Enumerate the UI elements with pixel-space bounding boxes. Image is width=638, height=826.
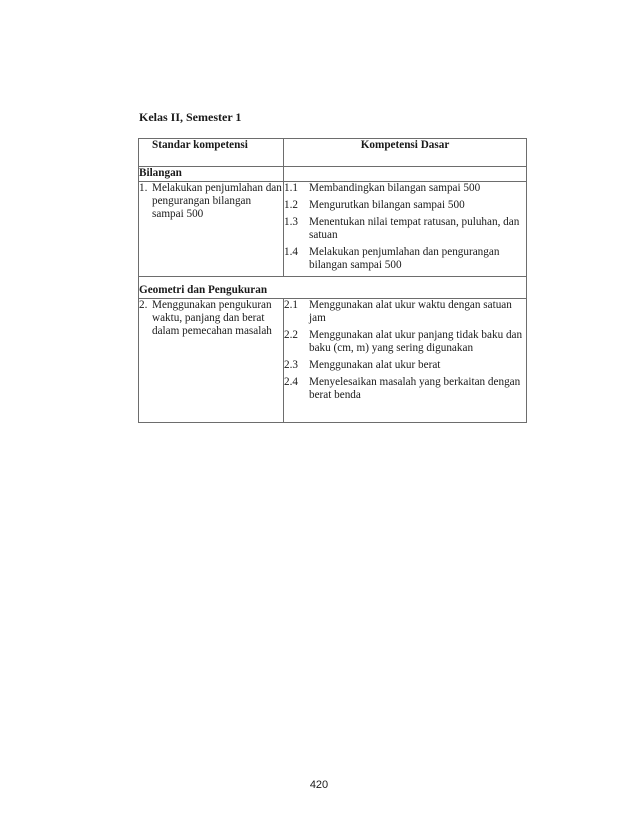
kd-number: 1.2 [284, 199, 298, 211]
section-title-geometri: Geometri dan Pengukuran [139, 277, 284, 299]
kd-text: Menggunakan alat ukur berat [309, 359, 441, 371]
competency-table [138, 138, 527, 423]
kd-item [284, 329, 526, 355]
kd-number: 2.2 [284, 329, 298, 341]
sk-text: Menggunakan pengukuran waktu, panjang dan berat dalam pemecahan masalah [152, 299, 272, 337]
kd-number: 1.4 [284, 246, 298, 258]
standar-kompetensi-cell [139, 299, 284, 423]
kd-number: 1.1 [284, 182, 298, 194]
kd-item [284, 246, 526, 272]
page-number: 420 [309, 779, 329, 791]
kd-text: Menggunakan alat ukur panjang tidak baku dan baku (cm, m) yang sering digunakan [309, 329, 523, 354]
standar-kompetensi-cell [139, 182, 284, 277]
section-content-row [139, 182, 527, 277]
kd-number: 2.3 [284, 359, 298, 371]
kd-text: Mengurutkan bilangan sampai 500 [309, 199, 465, 211]
kd-item [284, 359, 526, 372]
kd-text: Menggunakan alat ukur waktu dengan satuan jam [309, 299, 512, 324]
page-heading: Kelas II, Semester 1 [139, 110, 242, 124]
section-title-bilangan: Bilangan [139, 167, 284, 182]
header-standar-kompetensi: Standar kompetensi [139, 139, 284, 167]
sk-text: Melakukan penjumlahan dan pengurangan bilangan sampai 500 [152, 182, 282, 220]
kd-item [284, 376, 526, 402]
kd-item [284, 216, 526, 242]
kd-text: Menentukan nilai tempat ratusan, puluhan, dan satuan [309, 216, 520, 241]
section-title-row [139, 277, 527, 299]
standar-kompetensi-item [139, 299, 283, 338]
table-header-row [139, 139, 527, 167]
section-title-row [139, 167, 527, 182]
section-title-spacer [284, 277, 527, 299]
kd-number: 2.1 [284, 299, 298, 311]
sk-number: 2. [139, 299, 148, 311]
sk-number: 1. [139, 182, 148, 194]
section-title-spacer [284, 167, 527, 182]
standar-kompetensi-item [139, 182, 283, 221]
kd-text: Melakukan penjumlahan dan pengurangan bilangan sampai 500 [309, 246, 500, 271]
kd-item [284, 182, 526, 195]
header-kompetensi-dasar: Kompetensi Dasar [284, 139, 527, 167]
kd-text: Membandingkan bilangan sampai 500 [309, 182, 481, 194]
kompetensi-dasar-cell [284, 299, 527, 423]
kd-number: 1.3 [284, 216, 298, 228]
kd-item [284, 299, 526, 325]
kd-number: 2.4 [284, 376, 298, 388]
section-content-row [139, 299, 527, 423]
kompetensi-dasar-cell [284, 182, 527, 277]
kd-text: Menyelesaikan masalah yang berkaitan dengan berat benda [309, 376, 521, 401]
kd-item [284, 199, 526, 212]
